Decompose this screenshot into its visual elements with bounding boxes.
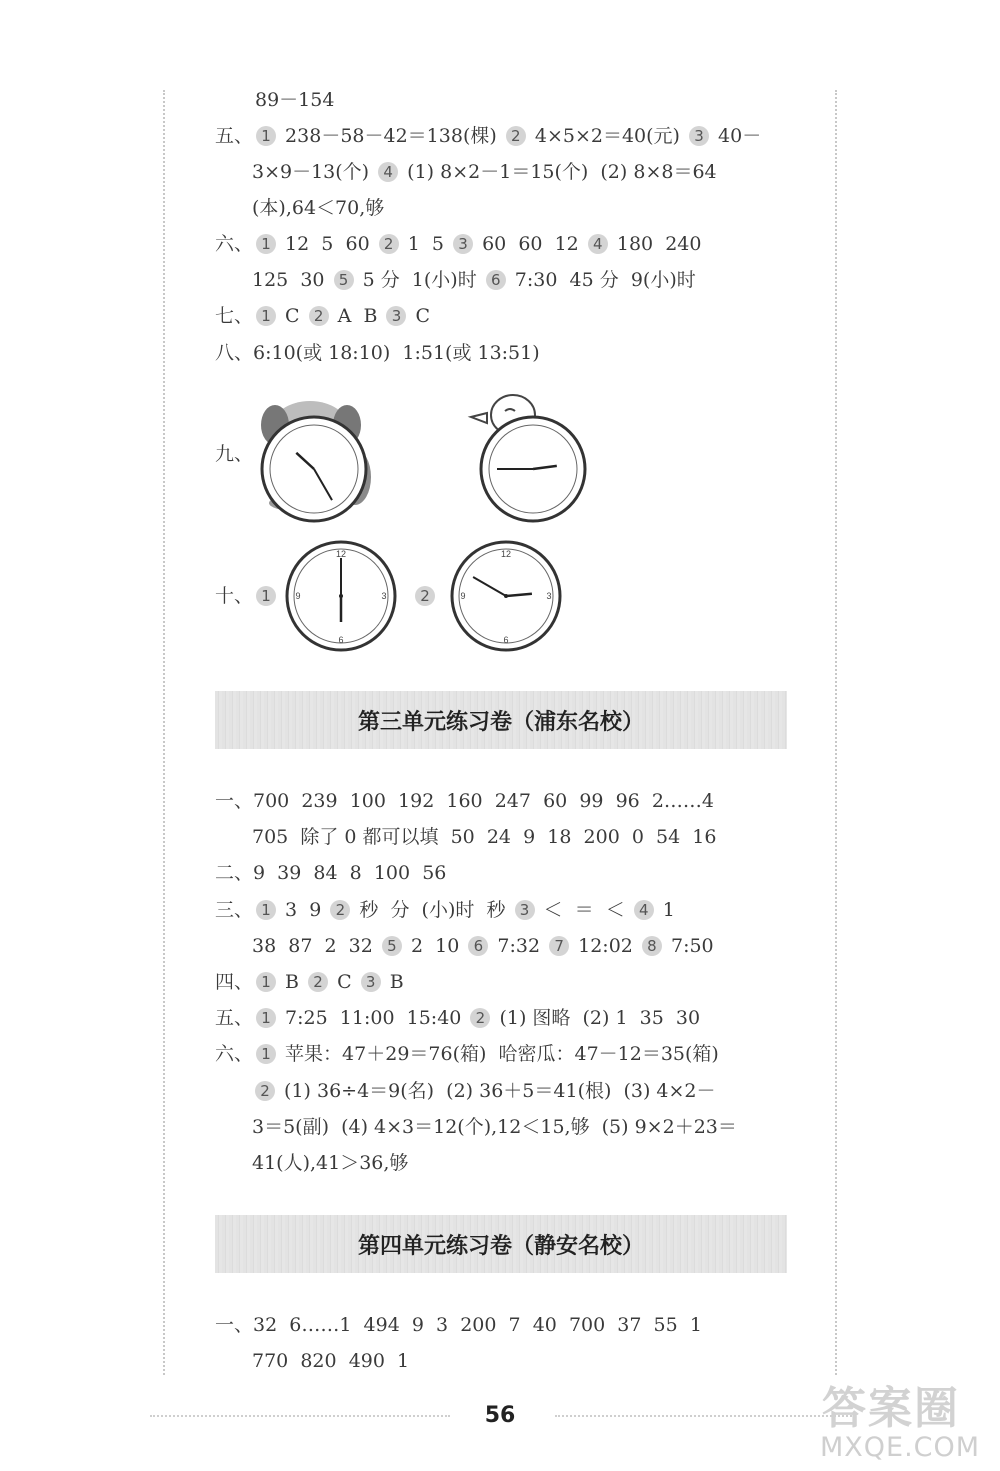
question-number-badge: 1	[256, 234, 276, 254]
section-title: 第四单元练习卷（静安名校）	[357, 1234, 644, 1259]
clock-numeral: 3	[381, 591, 387, 601]
question-number-badge: 1	[256, 586, 276, 606]
answer-line: 五、 1 7:25 11:00 15:40 2 (1) 图略 (2) 1 35 30	[215, 1007, 701, 1029]
question-number-badge: 4	[634, 900, 654, 920]
clock-numeral: 12	[335, 549, 347, 559]
question-number-badge: 1	[256, 900, 276, 920]
question-number-badge: 1	[256, 972, 276, 992]
page-number: 56	[484, 1403, 516, 1428]
question-number-badge: 3	[361, 972, 381, 992]
question-number-badge: 6	[486, 270, 506, 290]
answer-line: 89－154	[255, 89, 335, 111]
answer-line: 2 (1) 36÷4＝9(名) (2) 36＋5＝41(根) (3) 4×2－	[252, 1079, 716, 1103]
question-number-badge: 2	[255, 1081, 275, 1101]
left-margin-line	[163, 90, 165, 1375]
question-number-badge: 5	[382, 936, 402, 956]
question-number-badge: 4	[588, 234, 608, 254]
answer-line: 705 除了 0 都可以填 50 24 9 18 200 0 54 16	[252, 826, 717, 848]
question-number-badge: 1	[256, 1008, 276, 1028]
question-number-badge: 3	[515, 900, 535, 920]
clock-numeral: 9	[295, 591, 301, 601]
clock-icon	[258, 413, 370, 525]
clock-icon	[449, 539, 563, 653]
question-number-badge: 2	[308, 972, 328, 992]
answer-line: 3×9－13(个) 4 (1) 8×2－1＝15(个) (2) 8×8＝64	[252, 161, 717, 183]
answer-line: 41(人),41＞36,够	[252, 1152, 409, 1174]
answer-line: 一、32 6……1 494 9 3 200 7 40 700 37 55 1	[215, 1314, 702, 1336]
answer-line: 二、9 39 84 8 100 56	[215, 862, 447, 884]
question-number-badge: 3	[689, 126, 709, 146]
watermark-logo: 答案圈	[822, 1383, 960, 1434]
right-margin-line	[835, 90, 837, 1375]
clock-numeral: 6	[503, 635, 509, 645]
question-number-badge: 2	[330, 900, 350, 920]
clock-numeral: 12	[500, 549, 512, 559]
question-number-badge: 6	[468, 936, 488, 956]
section-banner	[215, 691, 787, 749]
answer-line: 七、 1 C 2 A B 3 C	[215, 305, 431, 327]
clock-icon	[477, 413, 589, 525]
question-number-badge: 2	[506, 126, 526, 146]
footer-divider-right	[555, 1415, 855, 1417]
question-number-badge: 4	[378, 162, 398, 182]
clock-icon	[284, 539, 398, 653]
footer-divider-left	[150, 1415, 450, 1417]
question-number-badge: 1	[256, 126, 276, 146]
answer-line: 五、 1 238－58－42＝138(棵) 2 4×5×2＝40(元) 3 40－	[215, 125, 762, 147]
answer-line: 六、 1 12 5 60 2 1 5 3 60 60 12 4 180 240	[215, 233, 702, 255]
question-number-badge: 5	[334, 270, 354, 290]
watermark-url: MXQE.COM	[820, 1432, 981, 1463]
question-number-badge: 7	[549, 936, 569, 956]
question-number-badge: 1	[256, 1044, 276, 1064]
clock-numeral: 3	[546, 591, 552, 601]
question-number-badge: 2	[470, 1008, 490, 1028]
question-number-badge: 2	[309, 306, 329, 326]
section-title: 第三单元练习卷（浦东名校）	[357, 710, 644, 735]
answer-line: 四、 1 B 2 C 3 B	[215, 971, 404, 993]
answer-line	[412, 584, 438, 608]
question-number-badge: 3	[386, 306, 406, 326]
question-number-badge: 2	[415, 586, 435, 606]
question-number-badge: 8	[642, 936, 662, 956]
answer-line: 3＝5(副) (4) 4×3＝12(个),12＜15,够 (5) 9×2＋23＝	[252, 1116, 737, 1138]
question-number-badge: 3	[453, 234, 473, 254]
answer-line: 十、 1	[215, 584, 279, 608]
answer-line: 六、 1 苹果：47＋29＝76(箱) 哈密瓜：47－12＝35(箱)	[215, 1043, 719, 1065]
answer-line: 三、 1 3 9 2 秒 分 (小)时 秒 3 ＜ ＝ ＜ 4 1	[215, 899, 675, 921]
section-banner	[215, 1215, 787, 1273]
answer-line: 八、6:10(或 18:10) 1:51(或 13:51)	[215, 342, 540, 364]
clock-numeral: 9	[460, 591, 466, 601]
answer-line: 125 30 5 5 分 1(小)时 6 7:30 45 分 9(小)时	[252, 269, 696, 291]
clock-numeral: 6	[338, 635, 344, 645]
answer-line: (本),64＜70,够	[252, 197, 385, 219]
question-number-badge: 1	[256, 306, 276, 326]
answer-line: 九、	[215, 443, 254, 465]
answer-line: 38 87 2 32 5 2 10 6 7:32 7 12:02 8 7:50	[252, 935, 714, 957]
answer-line: 一、700 239 100 192 160 247 60 99 96 2……4	[215, 790, 715, 812]
answer-line: 770 820 490 1	[252, 1350, 410, 1372]
question-number-badge: 2	[379, 234, 399, 254]
